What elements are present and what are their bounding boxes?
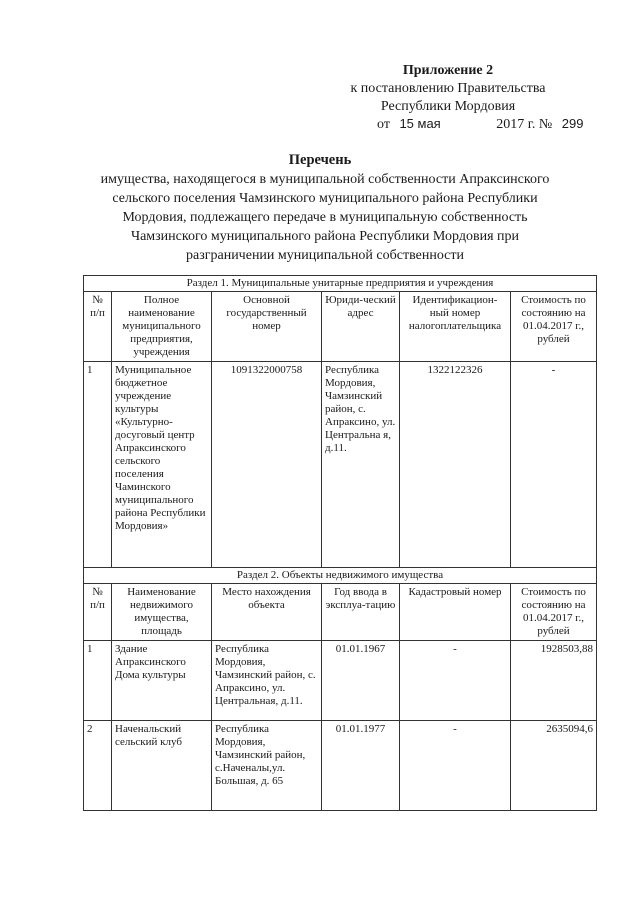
inn: 1322122326 [400,362,511,568]
decree-number: 299 [561,116,584,131]
table-row [84,641,597,721]
date-prefix: от [377,117,390,132]
date-day-month: 15 мая [399,116,441,131]
section1-title-row [84,276,597,292]
col-header: Основной государственный номер [212,292,322,362]
property-table [83,275,597,811]
section2-title: Раздел 2. Объекты недвижимого имущества [84,568,597,584]
appendix-line2: Республики Мордовия [380,99,516,114]
property-location: Республика Мордовия, Чамзинский район, с.Наченалы,ул. Большая, д. 65 [212,721,322,811]
section2-header-row [84,584,597,641]
document-subtitle [75,170,575,265]
col-header: Год ввода в эксплуа-тацию [322,584,400,641]
section1-title: Раздел 1. Муниципальные унитарные предприятия и учреждения [84,276,597,292]
row-number: 1 [84,641,112,721]
row-number: 1 [84,362,112,568]
col-header: № п/п [84,584,112,641]
col-header: Идентификацион-ный номер налогоплательщика [400,292,511,362]
date-year: 2017 г. № [496,117,553,132]
subtitle-line: сельского поселения Чамзинского муниципального района Республики [112,191,538,206]
col-header: Стоимость по состоянию на 01.04.2017 г., рублей [511,584,597,641]
commission-year: 01.01.1977 [322,721,400,811]
property-name: Наченальский сельский клуб [112,721,212,811]
legal-address: Республика Мордовия, Чамзинский район, с. Апраксино, ул. Центральна я, д.11. [322,362,400,568]
col-header: Юриди-ческий адрес [322,292,400,362]
col-header: Стоимость по состоянию на 01.04.2017 г., рублей [511,292,597,362]
property-location: Республика Мордовия, Чамзинский район, с. Апраксино, ул. Центральная, д.11. [212,641,322,721]
ogrn: 1091322000758 [212,362,322,568]
col-header: № п/п [84,292,112,362]
value-rub: - [511,362,597,568]
table-row [84,721,597,811]
subtitle-line: разграничении муниципальной собственности [186,248,464,263]
value-rub: 1928503,88 [511,641,597,721]
subtitle-line: имущества, находящегося в муниципальной собственности Апраксинского [100,172,550,187]
value-rub: 2635094,6 [511,721,597,811]
section1-header-row [84,292,597,362]
section2-title-row [84,568,597,584]
appendix-title: Приложение 2 [402,63,494,78]
cadastral-number: - [400,721,511,811]
appendix-line1: к постановлению Правительства [350,81,546,96]
col-header: Кадастровый номер [400,584,511,641]
appendix-header [318,62,578,116]
col-header: Наименование недвижимого имущества, площадь [112,584,212,641]
subtitle-line: Мордовия, подлежащего передаче в муниципальную собственность [122,210,528,225]
decree-date-line [377,116,607,133]
col-header: Место нахождения объекта [212,584,322,641]
table-row [84,362,597,568]
commission-year: 01.01.1967 [322,641,400,721]
document-title: Перечень [288,152,352,168]
property-name: Здание Апраксинского Дома культуры [112,641,212,721]
subtitle-line: Чамзинского муниципального района Республики Мордовия при [130,229,519,244]
org-name: Муниципальное бюджетное учреждение культуры «Культурно-досуговый центр Апраксинского сельского поселения Чаминского муниципального района Республики Мордовия» [112,362,212,568]
col-header: Полное наименование муниципального предприятия, учреждения [112,292,212,362]
cadastral-number: - [400,641,511,721]
row-number: 2 [84,721,112,811]
